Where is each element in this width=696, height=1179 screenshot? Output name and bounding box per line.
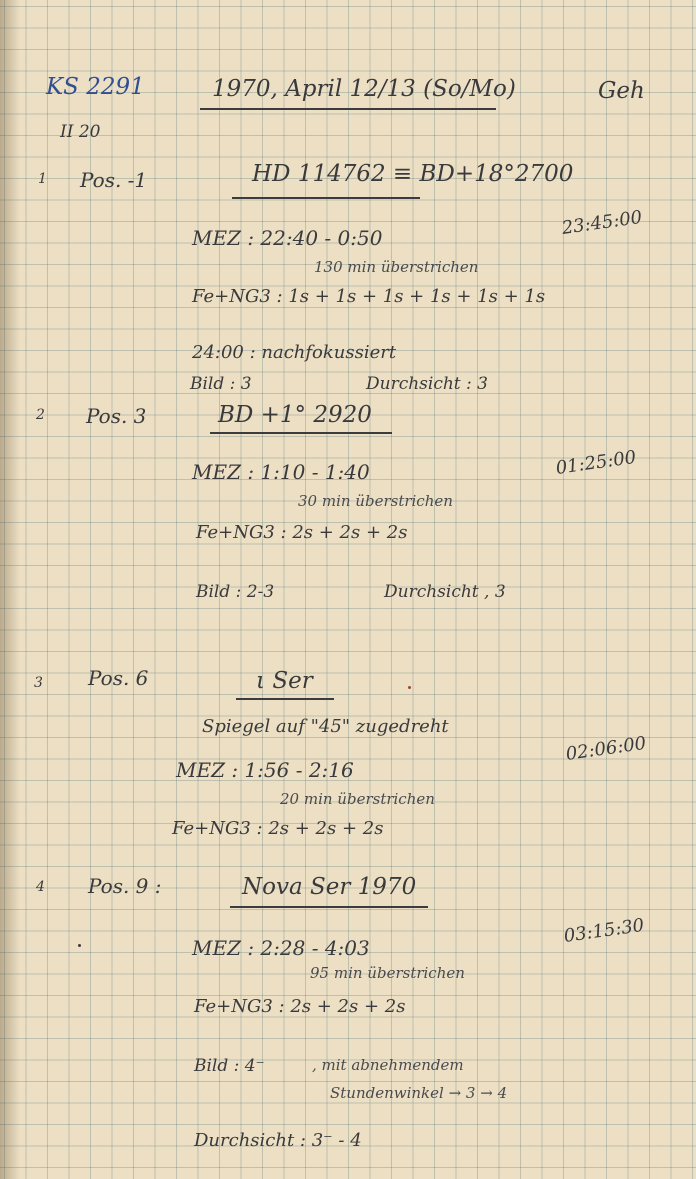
entry-bild-note: , mit abnehmendem xyxy=(312,1056,464,1074)
entry-bild: Bild : 3 xyxy=(190,374,252,394)
entry-stundenwinkel: Stundenwinkel → 3 → 4 xyxy=(330,1084,508,1102)
entry-total-time: 03:15:30 xyxy=(562,914,646,947)
entry-exposure: Fe+NG3 : 1s + 1s + 1s + 1s + 1s + 1s xyxy=(192,286,546,307)
date-underline xyxy=(200,108,496,110)
entry-object: ι Ser xyxy=(256,668,313,694)
entry-number: 1 xyxy=(38,171,47,187)
entry-position: Pos. 6 xyxy=(88,666,149,690)
entry-overscan: 95 min überstrichen xyxy=(310,964,465,982)
entry-exposure: Fe+NG3 : 2s + 2s + 2s xyxy=(172,818,384,839)
observation-date: 1970, April 12/13 (So/Mo) xyxy=(212,76,516,102)
page-binding-shadow xyxy=(0,0,20,1179)
entry-note: 24:00 : nachfokussiert xyxy=(192,342,397,363)
observer-initials: Geh xyxy=(598,78,645,104)
entry-overscan: 30 min überstrichen xyxy=(298,492,453,510)
entry-mez-time: MEZ : 22:40 - 0:50 xyxy=(192,226,383,250)
ink-mark xyxy=(408,686,411,689)
entry-number: 4 xyxy=(36,879,45,895)
entry-bild: Bild : 2-3 xyxy=(196,582,275,602)
entry-durchsicht: Durchsicht : 3⁻ - 4 xyxy=(194,1130,362,1151)
catalog-number: KS 2291 xyxy=(46,74,145,100)
entry-position: Pos. -1 xyxy=(80,168,148,192)
entry-durchsicht: Durchsicht , 3 xyxy=(384,582,506,602)
object-underline xyxy=(236,698,334,700)
entry-object: HD 114762 ≡ BD+18°2700 xyxy=(252,161,574,187)
entry-object: BD +1° 2920 xyxy=(218,402,372,428)
entry-mez-time: MEZ : 1:10 - 1:40 xyxy=(192,460,370,484)
entry-spiegel-note: Spiegel auf "45" zugedreht xyxy=(202,716,449,737)
entry-bild: Bild : 4⁻ xyxy=(194,1056,265,1076)
entry-exposure: Fe+NG3 : 2s + 2s + 2s xyxy=(196,522,408,543)
entry-total-time: 01:25:00 xyxy=(554,446,638,479)
entry-number: 3 xyxy=(34,675,43,691)
entry-position: Pos. 9 : xyxy=(88,874,162,898)
entry-total-time: 23:45:00 xyxy=(560,206,644,239)
ink-mark xyxy=(78,944,81,947)
entry-durchsicht: Durchsicht : 3 xyxy=(366,374,488,394)
object-underline xyxy=(210,432,392,434)
entry-object: Nova Ser 1970 xyxy=(242,874,417,900)
entry-mez-time: MEZ : 1:56 - 2:16 xyxy=(176,758,354,782)
object-underline xyxy=(232,197,420,199)
plate-reference: II 20 xyxy=(60,122,101,142)
entry-overscan: 130 min überstrichen xyxy=(314,258,479,276)
entry-overscan: 20 min überstrichen xyxy=(280,790,435,808)
object-underline xyxy=(230,906,428,908)
entry-exposure: Fe+NG3 : 2s + 2s + 2s xyxy=(194,996,406,1017)
entry-position: Pos. 3 xyxy=(86,404,147,428)
entry-total-time: 02:06:00 xyxy=(564,732,648,765)
entry-number: 2 xyxy=(36,407,45,423)
entry-mez-time: MEZ : 2:28 - 4:03 xyxy=(192,936,370,960)
